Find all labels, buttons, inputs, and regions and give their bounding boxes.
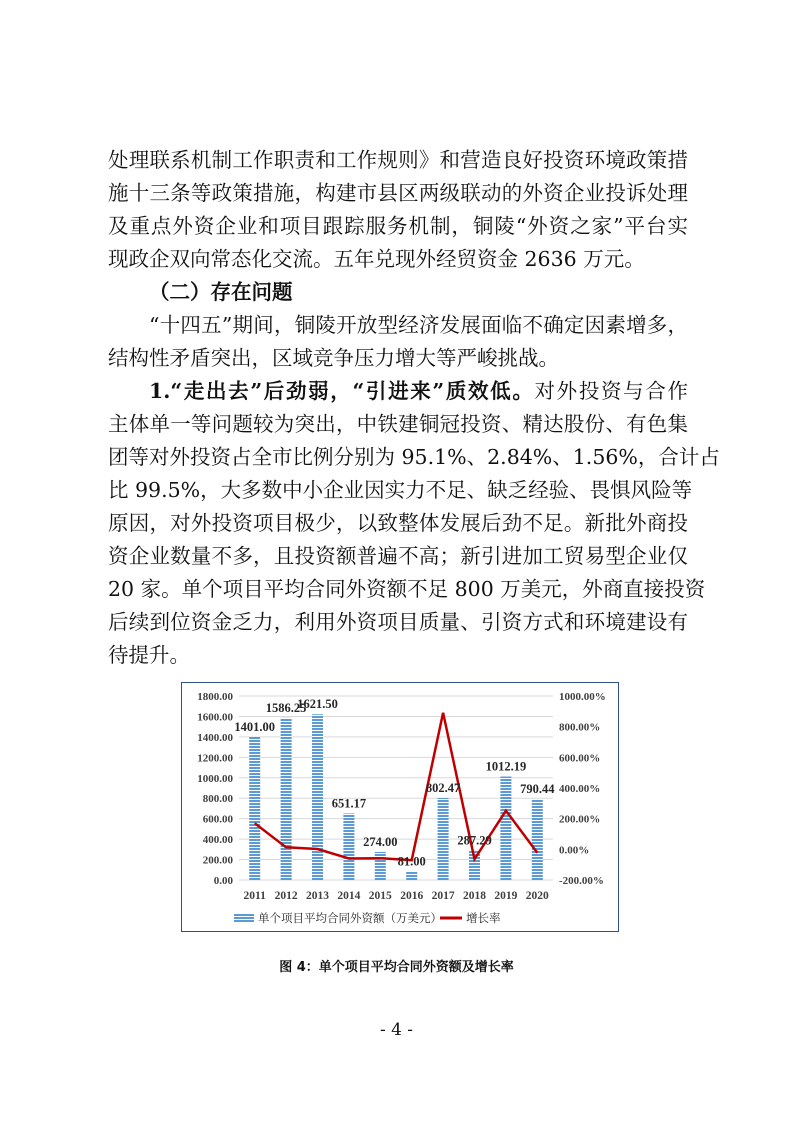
legend-bar-label: 单个项目平均合同外资额（万美元） <box>258 911 442 925</box>
page-number: - 4 - <box>379 1020 414 1040</box>
text-line: “十四五”期间，铜陵开放型经济发展面临不确定因素增多， <box>149 313 688 337</box>
chart <box>181 682 619 932</box>
bar-data-label: 790.44 <box>520 782 555 797</box>
text-line: 20 家。单个项目平均合同外资额不足 800 万美元，外商直接投资 <box>108 577 706 601</box>
text-line: 原因，对外投资项目极少，以致整体发展后劲不足。新批外商投 <box>108 511 688 535</box>
right-axis-tick-label: 200.00% <box>559 813 601 826</box>
left-axis-tick-label: 1200.00 <box>197 752 233 765</box>
left-axis-tick-label: 1600.00 <box>197 711 233 724</box>
bar-data-label: 1621.50 <box>297 697 338 712</box>
lead-rest: 对外投资与合作 <box>534 379 688 403</box>
bar-2013 <box>312 714 323 880</box>
right-axis-tick-label: 600.00% <box>559 752 601 765</box>
bar-data-label: 274.00 <box>363 834 398 849</box>
left-axis-tick-label: 400.00 <box>202 834 233 847</box>
text-line: 团等对外投资占全市比例分别为 95.1%、2.84%、1.56%，合计占 <box>108 445 720 469</box>
x-axis-tick-label: 2012 <box>274 890 298 902</box>
x-axis-tick-label: 2017 <box>431 890 455 902</box>
bold-lead: 1.“走出去”后劲弱，“引进来”质效低。 <box>149 379 535 403</box>
right-axis-tick-label: 800.00% <box>559 721 601 734</box>
bar-2019 <box>500 777 511 880</box>
x-axis-tick-label: 2015 <box>368 890 392 902</box>
text-line: 现政企双向常态化交流。五年兑现外经贸资金 2636 万元。 <box>108 247 645 271</box>
text-line: 待提升。 <box>108 643 190 667</box>
x-axis-tick-label: 2014 <box>337 890 361 902</box>
text-line: 施十三条等政策措施，构建市县区两级联动的外资企业投诉处理 <box>108 181 688 205</box>
right-axis-tick-label: -200.00% <box>559 875 604 887</box>
text-line: 主体单一等问题较为突出，中铁建铜冠投资、精达股份、有色集 <box>108 412 688 436</box>
text-line: 结构性矛盾突出，区域竞争压力增大等严峻挑战。 <box>108 346 559 370</box>
bar-data-label: 802.47 <box>425 780 461 795</box>
bar-data-label: 1586.25 <box>265 700 307 715</box>
text-line: 后续到位资金乏力，利用外资项目质量、引资方式和环境建设有 <box>108 610 688 634</box>
bar-2012 <box>281 718 292 880</box>
bar-2015 <box>375 852 386 880</box>
bar-2020 <box>532 799 543 880</box>
left-axis-tick-label: 1000.00 <box>197 772 233 785</box>
text-line: 处理联系机制工作职责和工作规则》和营造良好投资环境政策措 <box>108 148 688 172</box>
x-axis-tick-label: 2013 <box>306 890 329 902</box>
bar-data-label: 1401.00 <box>234 719 276 734</box>
text-line: 资企业数量不多，且投资额普遍不高；新引进加工贸易型企业仅 <box>108 544 688 568</box>
x-axis-tick-label: 2019 <box>494 890 518 902</box>
x-axis-tick-label: 2018 <box>463 890 486 902</box>
right-axis-tick-label: 400.00% <box>559 783 601 795</box>
paragraph-first-line <box>149 379 688 403</box>
bar-data-label: 1012.19 <box>485 759 527 774</box>
bar-2017 <box>438 798 449 880</box>
left-axis-tick-label: 0.00 <box>213 875 233 887</box>
x-axis-tick-label: 2020 <box>525 890 549 902</box>
text-line: 及重点外资企业和项目跟踪服务机制，铜陵“外资之家”平台实 <box>108 214 688 238</box>
bar-2014 <box>343 813 354 880</box>
bar-data-label: 651.17 <box>331 796 367 811</box>
x-axis-tick-label: 2011 <box>243 890 266 902</box>
text-line: 比 99.5%，大多数中小企业因实力不足、缺乏经验、畏惧风险等 <box>108 478 693 502</box>
right-axis-tick-label: 1000.00% <box>559 691 606 703</box>
bar-2016 <box>406 872 417 880</box>
left-axis-tick-label: 1400.00 <box>197 731 233 744</box>
legend-bar-swatch <box>234 913 254 922</box>
x-axis-tick-label: 2016 <box>400 890 424 902</box>
left-axis-tick-label: 600.00 <box>202 813 233 826</box>
figure-caption: 图 4：单个项目平均合同外资额及增长率 <box>279 960 514 975</box>
bar-2011 <box>249 737 260 880</box>
legend-line-label: 增长率 <box>466 911 501 925</box>
left-axis-tick-label: 200.00 <box>202 854 233 867</box>
right-axis-tick-label: 0.00% <box>559 844 590 857</box>
section-heading: （二）存在问题 <box>149 280 293 304</box>
bar-data-label: 81.00 <box>397 854 426 869</box>
left-axis-tick-label: 800.00 <box>202 793 233 806</box>
left-axis-tick-label: 1800.00 <box>197 691 233 703</box>
bar-data-label: 287.29 <box>457 833 492 848</box>
